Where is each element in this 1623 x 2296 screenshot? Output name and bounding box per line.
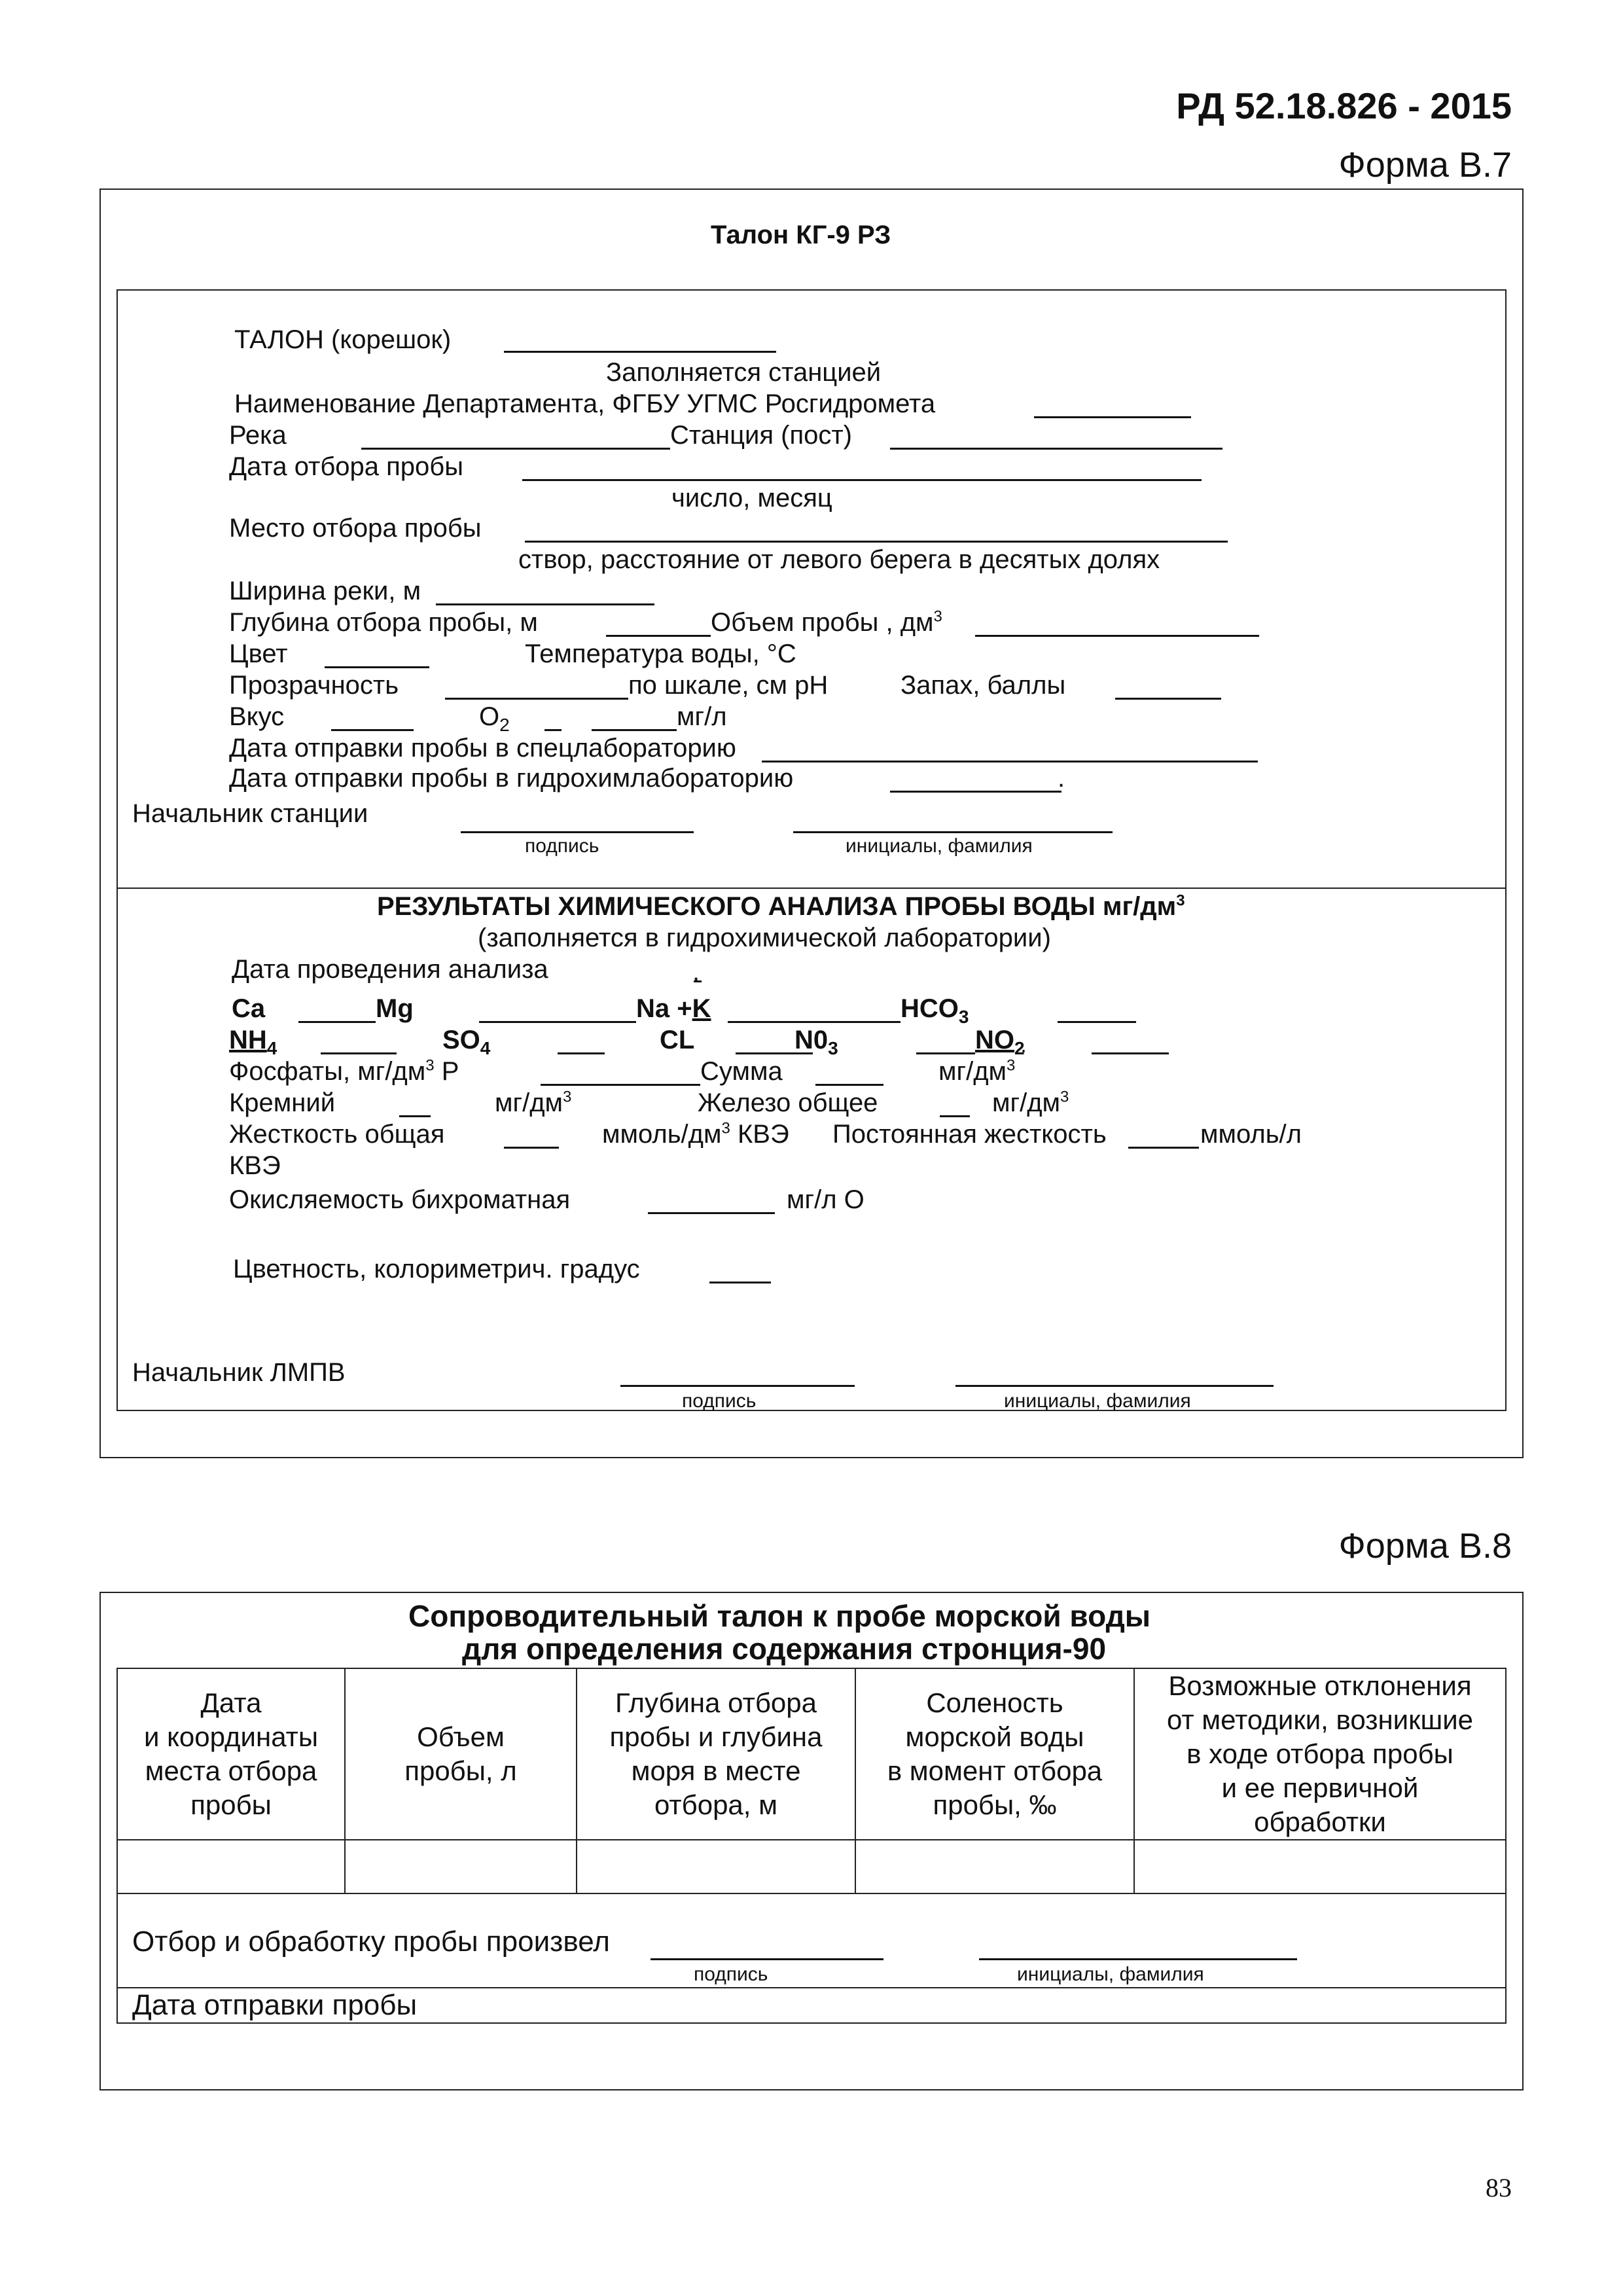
- smell-input[interactable]: [1115, 698, 1221, 700]
- phosphates-input[interactable]: [541, 1084, 700, 1086]
- mg-label: Mg: [376, 994, 414, 1023]
- station-label: Станция (пост): [670, 421, 852, 450]
- hardness-label: Жесткость общая: [229, 1120, 445, 1149]
- table-cell[interactable]: [855, 1840, 1134, 1893]
- colorimetric-label: Цветность, колориметрич. градус: [233, 1255, 640, 1283]
- lab-signature-caption: подпись: [682, 1390, 757, 1412]
- form-b8-title-line1: Сопроводительный талон к пробе морской воды: [408, 1599, 1151, 1633]
- river-label: Река: [229, 421, 287, 450]
- station-head-initials-line[interactable]: [793, 831, 1113, 833]
- iron-label: Железо общее: [698, 1088, 878, 1117]
- so4-label: $SO_4$: [442, 1026, 491, 1058]
- o2-label: $O_2$: [479, 702, 510, 735]
- table-cell[interactable]: [1134, 1840, 1506, 1893]
- colorimetric-input[interactable]: [709, 1282, 771, 1283]
- transparency-input[interactable]: [445, 698, 628, 700]
- initials-caption: инициалы, фамилия: [846, 835, 1033, 857]
- perm-hardness-input[interactable]: [1128, 1147, 1199, 1149]
- produced-by-signature-line[interactable]: [651, 1958, 883, 1960]
- send-hydro-dot: .: [1058, 764, 1065, 793]
- b8-signature-caption: подпись: [694, 1964, 768, 1985]
- taste-label: Вкус: [229, 702, 285, 731]
- mgl-unit: мг/л: [677, 702, 727, 731]
- o2-dash: [544, 729, 562, 731]
- iron-unit: $мг/дм^3$: [992, 1088, 1069, 1117]
- no2-input[interactable]: [1092, 1052, 1169, 1054]
- river-input[interactable]: [361, 448, 670, 450]
- results-title: РЕЗУЛЬТАТЫ ХИМИЧЕСКОГО АНАЛИЗА ПРОБЫ ВОДЫ $мг/дм^3$: [377, 891, 1185, 921]
- form-b7-label: Форма В.7: [1338, 145, 1512, 185]
- hco3-input[interactable]: [1058, 1021, 1136, 1023]
- produced-by-label: Отбор и обработку пробы произвел: [132, 1926, 610, 1958]
- depth-input[interactable]: [606, 635, 711, 637]
- column-header-salinity: Соленость морской воды в момент отбора пробы, ‰: [855, 1668, 1134, 1840]
- station-input[interactable]: [890, 448, 1222, 450]
- transparency-label: Прозрачность: [229, 671, 399, 700]
- form-b8-label: Форма В.8: [1338, 1526, 1512, 1566]
- table-cell[interactable]: [117, 1840, 345, 1893]
- signature-caption: подпись: [525, 835, 599, 857]
- document-code: РД 52.18.826 - 2015: [1176, 85, 1512, 126]
- ca-label: Ca: [232, 994, 266, 1023]
- analysis-date-underline[interactable]: [694, 980, 702, 982]
- send-date-row[interactable]: [117, 1988, 1506, 2023]
- hco3-label: $HCO_3$: [901, 994, 969, 1027]
- lab-head-label: Начальник ЛМПВ: [132, 1358, 346, 1387]
- column-header-date-coords: Дата и координаты места отбора пробы: [117, 1668, 345, 1840]
- lab-initials-caption: инициалы, фамилия: [1004, 1390, 1191, 1412]
- nh4-label: $NH_4$: [229, 1026, 277, 1058]
- sum-label: Сумма: [700, 1057, 783, 1086]
- silicon-label: Кремний: [229, 1088, 336, 1117]
- oxidizability-input[interactable]: [648, 1212, 775, 1214]
- no2-label: $NO_2$: [975, 1026, 1025, 1058]
- oxidizability-unit: мг/л О: [787, 1185, 865, 1214]
- talon-label: ТАЛОН (корешок): [234, 325, 452, 354]
- so4-input[interactable]: [558, 1052, 605, 1054]
- column-header-depth: Глубина отбора пробы и глубина моря в месте отбора, м: [577, 1668, 855, 1840]
- phosphates-label: Фосфаты, $мг/дм^3$ P: [229, 1056, 459, 1086]
- send-spec-label: Дата отправки пробы в спецлабораторию: [229, 734, 736, 762]
- river-width-input[interactable]: [436, 603, 654, 605]
- taste-input[interactable]: [331, 729, 414, 731]
- depth-label: Глубина отбора пробы, м: [229, 608, 538, 637]
- sum-unit: $мг/дм^3$: [938, 1056, 1016, 1086]
- b8-initials-caption: инициалы, фамилия: [1017, 1964, 1204, 1985]
- volume-label: Объем пробы , $дм^3$: [711, 607, 942, 637]
- perm-hardness-unit-kve: КВЭ: [229, 1151, 281, 1180]
- mg-input[interactable]: [479, 1021, 636, 1023]
- column-header-volume: Объем пробы, л: [345, 1668, 577, 1840]
- station-head-label: Начальник станции: [132, 799, 368, 828]
- sum-input[interactable]: [815, 1084, 883, 1086]
- perm-hardness-label: Постоянная жесткость: [832, 1120, 1107, 1149]
- silicon-unit: $мг/дм^3$: [495, 1088, 572, 1117]
- lab-head-initials-line[interactable]: [955, 1385, 1274, 1387]
- talon-input[interactable]: [504, 351, 776, 353]
- oxidizability-label: Окисляемость бихроматная: [229, 1185, 571, 1214]
- produced-by-row: [117, 1893, 1506, 1988]
- sample-place-input[interactable]: [525, 541, 1228, 543]
- volume-input[interactable]: [975, 635, 1259, 637]
- send-hydro-input[interactable]: [890, 791, 1061, 793]
- department-label: Наименование Департамента, ФГБУ УГМС Росгидромета: [234, 389, 936, 418]
- lab-head-signature-line[interactable]: [620, 1385, 855, 1387]
- page-number: 83: [1486, 2173, 1512, 2202]
- send-date-label: Дата отправки пробы: [132, 1989, 418, 2021]
- site-hint: створ, расстояние от левого берега в десятых долях: [518, 545, 1160, 574]
- send-spec-input[interactable]: [762, 761, 1258, 762]
- nh4-input[interactable]: [321, 1052, 397, 1054]
- iron-input[interactable]: [940, 1115, 970, 1117]
- silicon-input[interactable]: [399, 1115, 431, 1117]
- sample-place-label: Место отбора пробы: [229, 514, 482, 543]
- send-hydro-label: Дата отправки пробы в гидрохимлабораторию: [229, 764, 794, 793]
- color-label: Цвет: [229, 639, 288, 668]
- hardness-unit: ммоль/$дм^3$ КВЭ: [602, 1119, 789, 1149]
- color-input[interactable]: [325, 666, 429, 668]
- station-head-signature-line[interactable]: [461, 831, 694, 833]
- smell-label: Запах, баллы: [901, 671, 1066, 700]
- na-k-label: Na +K: [636, 994, 711, 1023]
- sample-table: [116, 1668, 1507, 2024]
- analysis-date-label: Дата проведения анализа: [232, 955, 548, 984]
- table-cell[interactable]: [345, 1840, 577, 1893]
- produced-by-initials-line[interactable]: [979, 1958, 1297, 1960]
- no3-input[interactable]: [916, 1052, 975, 1054]
- form-b8-title-line2: для определения содержания стронция-90: [462, 1632, 1107, 1666]
- ca-input[interactable]: [298, 1021, 376, 1023]
- department-input[interactable]: [1034, 416, 1191, 418]
- river-width-label: Ширина реки, м: [229, 577, 421, 605]
- no3-label: $N0_3$: [794, 1026, 838, 1058]
- filled-by-label: Заполняется станцией: [606, 358, 882, 387]
- table-cell[interactable]: [577, 1840, 855, 1893]
- hardness-input[interactable]: [504, 1147, 559, 1149]
- results-subtitle: (заполняется в гидрохимической лаборатории): [478, 924, 1051, 952]
- sample-date-label: Дата отбора пробы: [229, 452, 463, 481]
- day-month-hint: число, месяц: [671, 484, 832, 512]
- sample-date-input[interactable]: [522, 479, 1202, 481]
- form-b7-title: Талон КГ-9 РЗ: [711, 221, 891, 249]
- perm-hardness-unit: ммоль/л: [1200, 1120, 1302, 1149]
- cl-label: CL: [660, 1026, 695, 1054]
- column-header-deviations: Возможные отклонения от методики, возникшие в ходе отбора пробы и ее первичной обработки: [1134, 1668, 1506, 1840]
- section-divider: [116, 888, 1505, 889]
- water-temp-label: Температура воды, °С: [525, 639, 796, 668]
- na-k-input[interactable]: [728, 1021, 901, 1023]
- scale-ph-label: по шкале, см pH: [628, 671, 829, 700]
- analysis-date-dot: .: [692, 958, 700, 986]
- o2-input[interactable]: [592, 729, 677, 731]
